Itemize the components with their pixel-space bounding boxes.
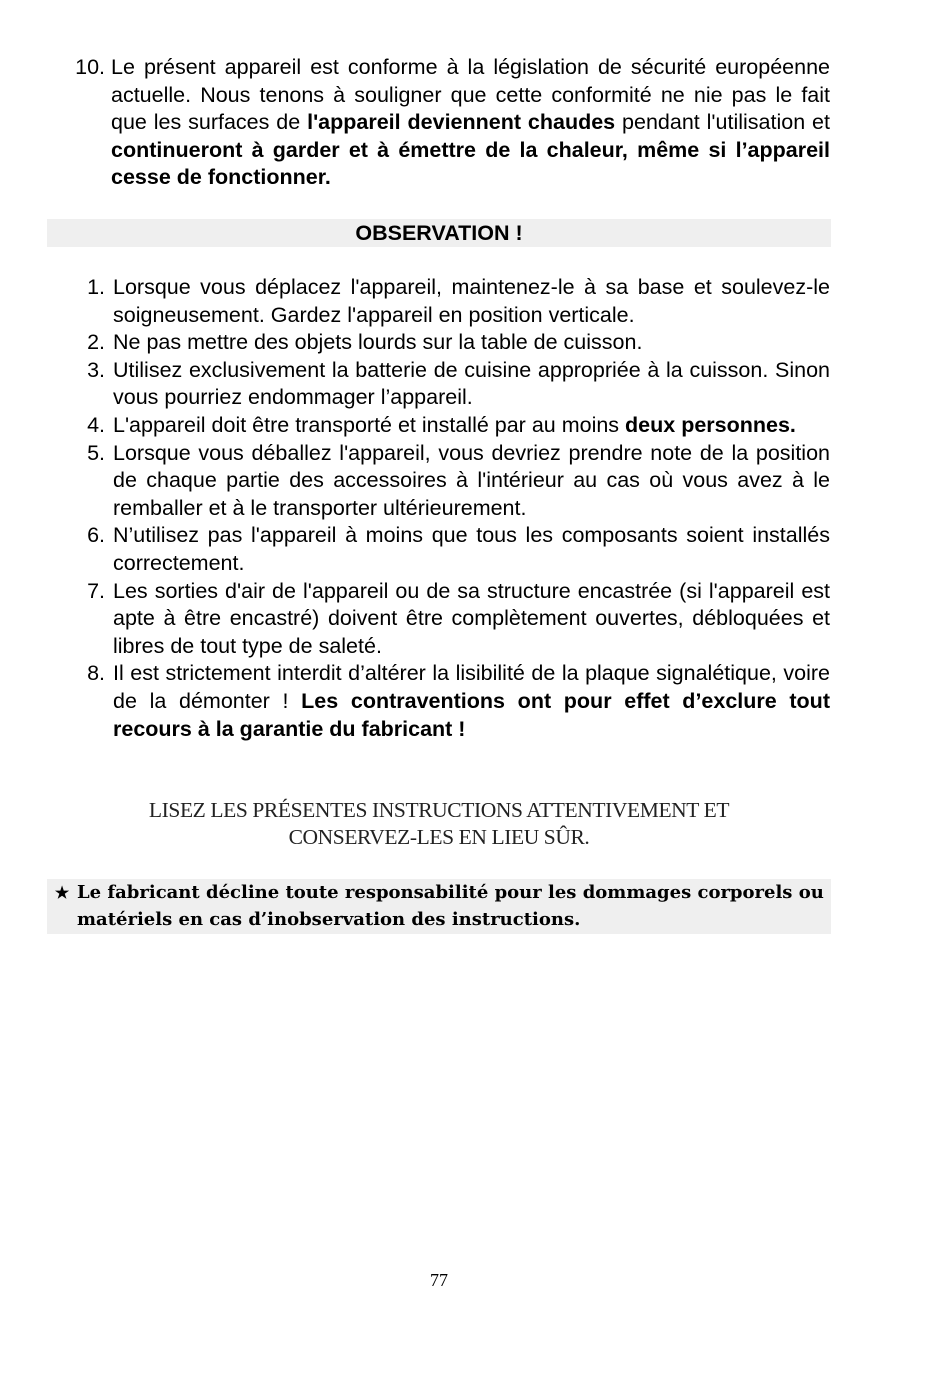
observation-list bbox=[70, 274, 830, 743]
item-number: 1. bbox=[87, 275, 105, 299]
notice-line-1: LISEZ LES PRÉSENTES INSTRUCTIONS ATTENTIVEMENT ET bbox=[148, 798, 730, 822]
item-10 bbox=[70, 54, 830, 192]
item-text-bold: l'appareil deviennent chaudes bbox=[307, 110, 616, 135]
list-item bbox=[70, 357, 830, 412]
item-text bbox=[113, 412, 830, 440]
item-text: Ne pas mettre des objets lourds sur la table de cuisson. bbox=[113, 330, 643, 355]
item-text-bold: Les contraventions ont pour effet d’exclure tout recours à la garantie du fabricant ! bbox=[113, 688, 830, 741]
item-text: Les sorties d'air de l'appareil ou de sa structure encastrée (si l'appareil est apte à être encastré) doivent être complètement ouvertes, débloquées et libres de tout type de saleté. bbox=[113, 578, 830, 658]
item-text-plain: L'appareil doit être transporté et installé par au moins bbox=[113, 412, 626, 437]
item-number: 5. bbox=[87, 440, 105, 465]
item-text-plain: pendant l'utilisation et bbox=[615, 110, 830, 135]
list-item bbox=[70, 522, 830, 577]
item-text-plain: Il est strictement interdit d’altérer la lisibilité de la plaque signalétique, voire de la démonter ! bbox=[113, 661, 830, 713]
read-instructions-notice bbox=[47, 797, 831, 851]
item-text-bold: continueront à garder et à émettre de la chaleur, même si l’appareil cesse de fonctionner. bbox=[111, 137, 830, 190]
list-item bbox=[70, 274, 830, 329]
item-text: N’utilisez pas l'appareil à moins que tous les composants soient installés correctement. bbox=[113, 523, 830, 575]
item-number: 3. bbox=[87, 357, 105, 382]
page-number: 77 bbox=[430, 1270, 448, 1290]
list-item bbox=[70, 329, 830, 357]
disclaimer-text: Le fabricant décline toute responsabilité pour les dommages corporels ou matériels en cas d’inobservation des instructions. bbox=[77, 882, 824, 930]
item-number: 7. bbox=[87, 578, 105, 603]
item-number: 10. bbox=[75, 55, 105, 79]
item-number: 2. bbox=[87, 330, 105, 355]
list-item bbox=[70, 440, 830, 523]
item-number: 6. bbox=[87, 523, 105, 548]
star-icon: ★ bbox=[54, 883, 70, 902]
list-item bbox=[70, 660, 830, 743]
item-text-bold: deux personnes. bbox=[625, 412, 796, 437]
manufacturer-disclaimer bbox=[47, 879, 831, 934]
item-text: Lorsque vous déballez l'appareil, vous devriez prendre note de la position de chaque partie des accessoires à l'intérieur au cas où vous avez à le remballer et à le transporter ultérieurement. bbox=[113, 440, 830, 520]
notice-line-2: CONSERVEZ-LES EN LIEU SÛR. bbox=[288, 825, 590, 849]
list-item bbox=[70, 412, 830, 440]
item-number: 4. bbox=[87, 412, 105, 437]
list-item bbox=[70, 54, 830, 192]
item-text: Utilisez exclusivement la batterie de cuisine appropriée à la cuisson. Sinon vous pourriez endommager l’appareil. bbox=[113, 357, 830, 410]
item-text bbox=[113, 660, 830, 743]
item-text: Lorsque vous déplacez l'appareil, maintenez-le à sa base et soulevez-le soigneusement. Gardez l'appareil en position verticale. bbox=[113, 275, 830, 327]
item-number: 8. bbox=[87, 661, 105, 686]
item-text-plain: Le présent appareil est conforme à la législation de sécurité européenne actuelle. Nous tenons à souligner que cette conformité ne nie pas le fait que les surfaces de bbox=[111, 55, 830, 135]
observation-heading: OBSERVATION ! bbox=[47, 219, 831, 247]
item-text bbox=[111, 54, 830, 192]
list-item bbox=[70, 578, 830, 661]
